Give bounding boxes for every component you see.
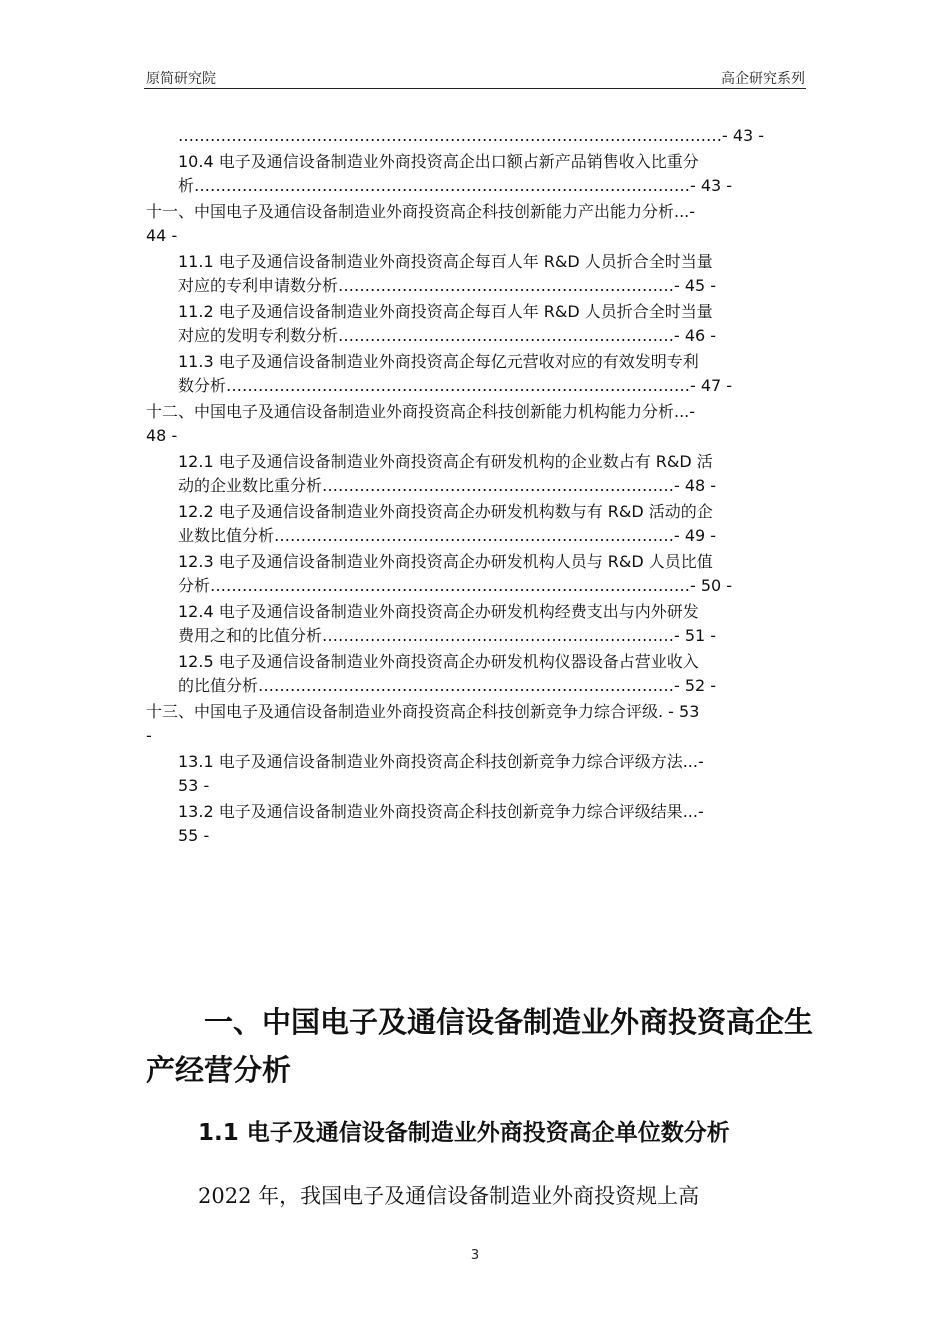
toc-line[interactable]: - xyxy=(146,726,152,745)
toc-line[interactable]: 12.5 电子及通信设备制造业外商投资高企办研发机构仪器设备占营业收入 xyxy=(178,652,699,671)
toc-line[interactable]: 13.1 电子及通信设备制造业外商投资高企科技创新竞争力综合评级方法...- xyxy=(178,752,704,771)
toc-line[interactable]: 10.4 电子及通信设备制造业外商投资高企出口额占新产品销售收入比重分 xyxy=(178,152,699,171)
header-series-name: 高企研究系列 xyxy=(721,71,805,87)
toc-line[interactable]: 动的企业数比重分析…………………………………………………………- 48 - xyxy=(178,476,717,495)
toc-line[interactable]: 12.4 电子及通信设备制造业外商投资高企办研发机构经费支出与内外研发 xyxy=(178,602,699,621)
toc-line[interactable]: 十一、中国电子及通信设备制造业外商投资高企科技创新能力产出能力分析...- xyxy=(146,202,696,221)
toc-line[interactable]: 十三、中国电子及通信设备制造业外商投资高企科技创新竞争力综合评级. - 53 xyxy=(146,702,700,721)
toc-line[interactable]: 11.2 电子及通信设备制造业外商投资高企每百人年 R&D 人员折合全时当量 xyxy=(178,302,713,321)
toc-line[interactable]: 53 - xyxy=(178,776,210,795)
page-number: 3 xyxy=(470,1248,480,1263)
toc-line[interactable]: 析…………………………………………………………………………………- 43 - xyxy=(178,176,733,195)
toc-line[interactable]: 44 - xyxy=(146,226,178,245)
toc-line[interactable]: 分析………………………………………………………………………………- 50 - xyxy=(178,576,733,595)
toc-line[interactable]: 费用之和的比值分析…………………………………………………………- 51 - xyxy=(178,626,717,645)
toc-line[interactable]: 对应的发明专利数分析………………………………………………………- 46 - xyxy=(178,326,717,345)
toc-line[interactable]: 的比值分析……………………………………………………………………- 52 - xyxy=(178,676,717,695)
section-heading-line-1: 一、中国电子及通信设备制造业外商投资高企生 xyxy=(204,1005,814,1039)
header-divider xyxy=(144,88,806,89)
toc-line[interactable]: 11.1 电子及通信设备制造业外商投资高企每百人年 R&D 人员折合全时当量 xyxy=(178,252,713,271)
toc-line[interactable]: 55 - xyxy=(178,826,210,845)
toc-line[interactable]: 对应的专利申请数分析………………………………………………………- 45 - xyxy=(178,276,717,295)
toc-line[interactable]: 12.2 电子及通信设备制造业外商投资高企办研发机构数与有 R&D 活动的企 xyxy=(178,502,713,521)
header-org-name: 原简研究院 xyxy=(146,71,216,87)
toc-line[interactable]: 十二、中国电子及通信设备制造业外商投资高企科技创新能力机构能力分析...- xyxy=(146,402,696,421)
toc-line[interactable]: 12.3 电子及通信设备制造业外商投资高企办研发机构人员与 R&D 人员比值 xyxy=(178,552,713,571)
toc-line[interactable]: 11.3 电子及通信设备制造业外商投资高企每亿元营收对应的有效发明专利 xyxy=(178,352,699,371)
toc-line[interactable]: 业数比值分析…………………………………………………………………- 49 - xyxy=(178,526,717,545)
toc-line[interactable]: 数分析……………………………………………………………………………- 47 - xyxy=(178,376,733,395)
body-paragraph: 2022 年，我国电子及通信设备制造业外商投资规上高 xyxy=(198,1184,700,1208)
toc-line[interactable]: 12.1 电子及通信设备制造业外商投资高企有研发机构的企业数占有 R&D 活 xyxy=(178,452,713,471)
subsection-heading: 1.1 电子及通信设备制造业外商投资高企单位数分析 xyxy=(198,1120,730,1146)
toc-line[interactable]: 13.2 电子及通信设备制造业外商投资高企科技创新竞争力综合评级结果...- xyxy=(178,802,704,821)
section-heading-line-2: 产经营分析 xyxy=(146,1053,292,1087)
toc-line[interactable]: …………………………………………………………………………………………- 43 - xyxy=(178,126,765,145)
toc-line[interactable]: 48 - xyxy=(146,426,178,445)
